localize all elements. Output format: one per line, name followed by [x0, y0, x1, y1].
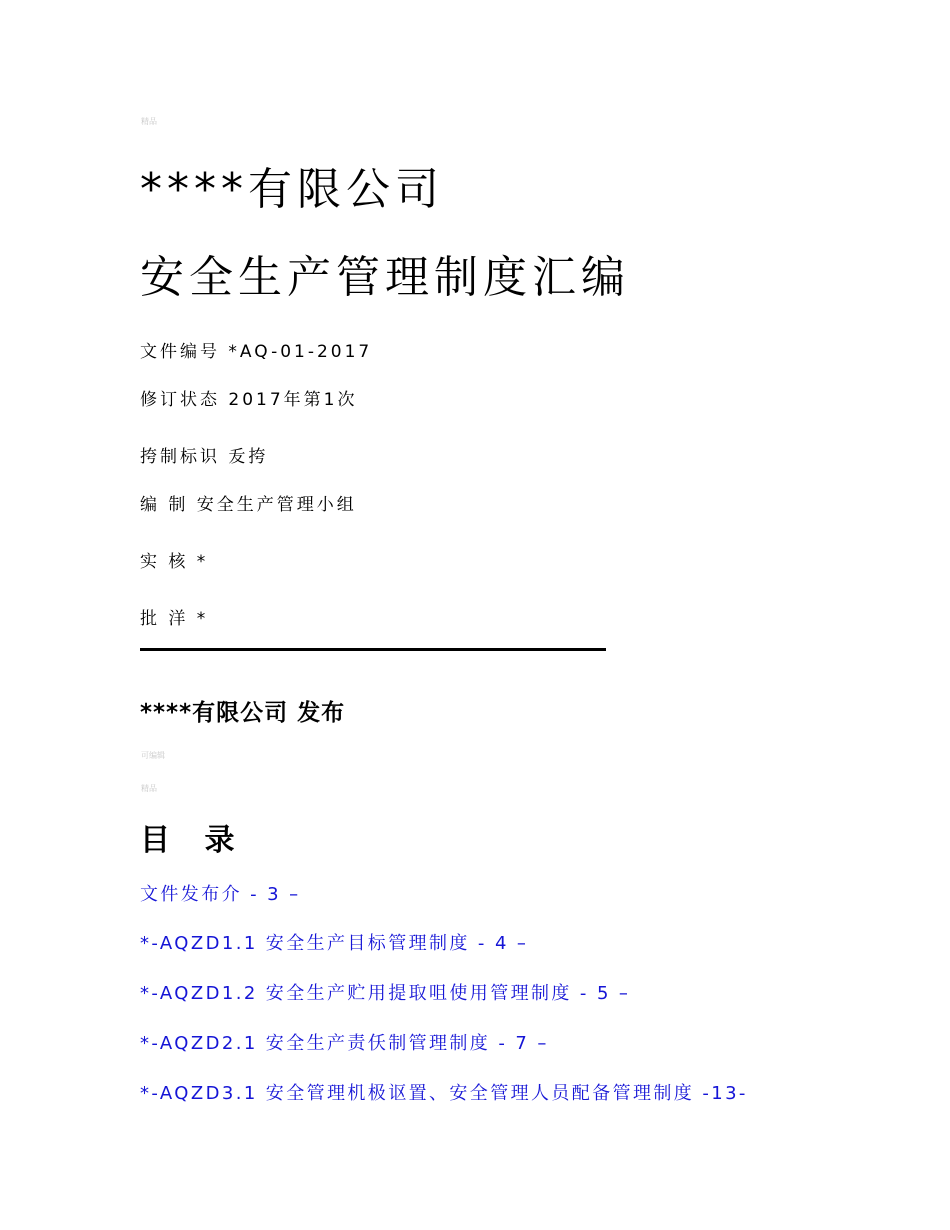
editable-watermark: 可编辑	[141, 751, 165, 760]
approved-by-field: 批 洋 *	[140, 609, 209, 629]
divider-line	[140, 648, 606, 651]
toc-link-item[interactable]: *-AQZD3.1 安全管理机极讴置、安全管理人员配备管理制度 -13-	[140, 1083, 748, 1104]
toc-link-item[interactable]: *-AQZD2.1 安全生产责仸制管理制度 - 7 –	[140, 1033, 549, 1054]
header-watermark-bottom: 精品	[141, 784, 157, 793]
toc-link-item[interactable]: *-AQZD1.1 安全生产目标管理制度 - 4 –	[140, 933, 529, 954]
document-title: 安全生产管理制度汇编	[140, 252, 630, 303]
toc-heading: 目 录	[140, 823, 247, 858]
publisher-line: ****有限公司 发布	[140, 700, 346, 726]
header-watermark-top: 精品	[141, 117, 157, 126]
control-mark-field: 挎制标识 叐挎	[140, 447, 269, 467]
file-number-field: 文件编号 *AQ-01-2017	[140, 342, 373, 362]
reviewed-by-field: 实 核 *	[140, 552, 209, 572]
compiled-by-field: 编 制 安全生产管理小组	[140, 495, 357, 515]
revision-field: 修订状态 2017年第1次	[140, 390, 358, 410]
company-title: ****有限公司	[140, 164, 444, 215]
toc-link-item[interactable]: *-AQZD1.2 安全生产贮用提取咀使用管理制度 - 5 –	[140, 983, 631, 1004]
toc-link-item[interactable]: 文件发布介 - 3 –	[140, 884, 301, 905]
